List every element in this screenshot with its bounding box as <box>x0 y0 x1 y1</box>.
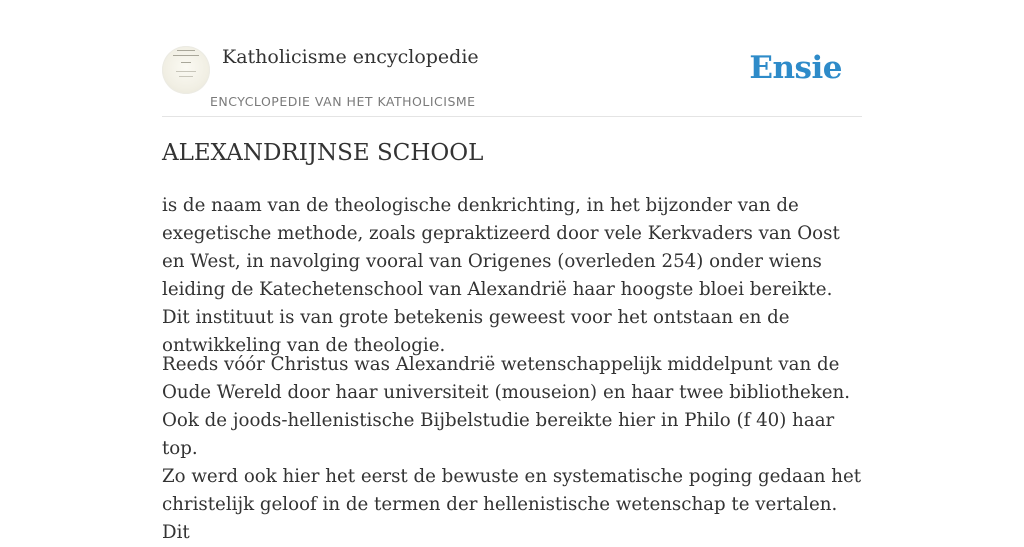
entry-title: ALEXANDRIJNSE SCHOOL <box>162 140 484 166</box>
page <box>162 0 862 543</box>
header <box>162 0 862 117</box>
entry-paragraph: Reeds vóór Christus was Alexandrië wetenschappelijk middelpunt van de Oude Wereld door haar universiteit (mouseion) en haar twee bibliotheken. Ook de joods-hellenistische Bijbelstudie bereikte hier in Philo (f 40) haar top. <box>162 354 851 459</box>
ensie-logo[interactable]: Ensie <box>749 50 842 86</box>
entry-paragraph: is de naam van de theologische denkrichting, in het bijzonder van de exegetische methode, zoals gepraktizeerd door vele Kerkvaders van Oost en West, in navolging vooral van Origenes (overleden 254) onder wiens leiding de Katechetenschool van Alexandrië haar hoogste bloei bereikte. Dit instituut is van grote betekenis geweest voor het ontstaan en de ontwikkeling van de theologie. <box>162 195 840 356</box>
book-cover-image[interactable] <box>162 46 210 94</box>
book-subtitle: ENCYCLOPEDIE VAN HET KATHOLICISME <box>210 94 476 109</box>
entry-paragraph: Zo werd ook hier het eerst de bewuste en systematische poging gedaan het christelijk geloof in de termen der hellenistische wetenschap te vertalen. Dit <box>162 466 862 543</box>
book-title-link[interactable]: Katholicisme encyclopedie <box>222 46 479 68</box>
